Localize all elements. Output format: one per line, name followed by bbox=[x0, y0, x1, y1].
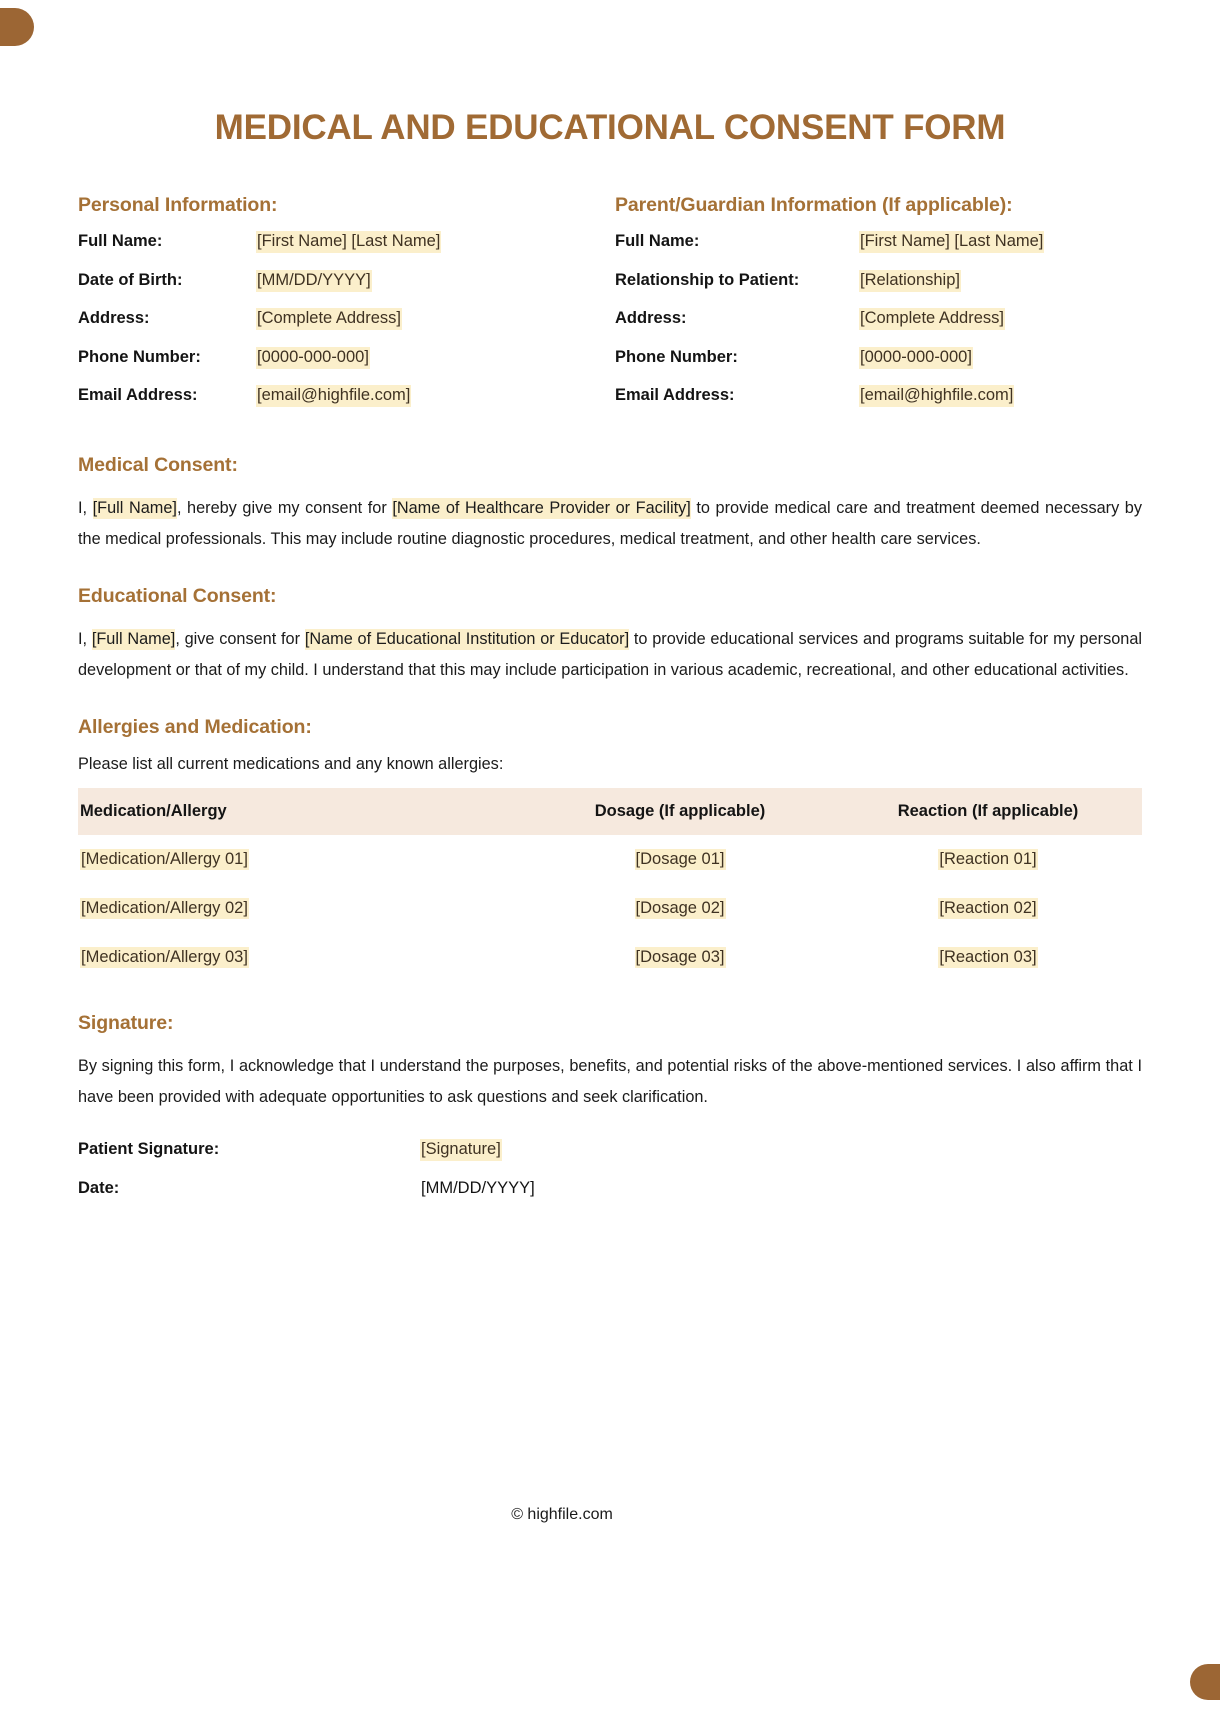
value-address[interactable]: [Complete Address] bbox=[256, 308, 402, 330]
table-row bbox=[78, 884, 1142, 933]
guardian-label-email-address: Email Address: bbox=[615, 386, 735, 404]
label-email-address: Email Address: bbox=[78, 386, 198, 404]
label-signature-date: Date: bbox=[78, 1178, 120, 1197]
cell-value-reaction-2[interactable]: [Reaction 02] bbox=[939, 898, 1037, 917]
guardian-field-row-phone-number bbox=[615, 347, 1142, 369]
cell-value-dosage-2[interactable]: [Dosage 02] bbox=[635, 898, 725, 917]
cell-medication-3 bbox=[78, 933, 526, 982]
guardian-field-row-email-address bbox=[615, 385, 1142, 407]
guardian-field-row-full-name bbox=[615, 231, 1142, 253]
medical-consent-section bbox=[78, 454, 1142, 555]
cell-dosage-2 bbox=[526, 884, 834, 933]
field-row-full-name bbox=[78, 231, 610, 253]
field-row-phone-number bbox=[78, 347, 610, 369]
educational-consent-heading: Educational Consent: bbox=[78, 584, 277, 607]
guardian-information-section bbox=[610, 194, 1142, 424]
personal-information-section bbox=[78, 194, 610, 424]
value-date-of-birth[interactable]: [MM/DD/YYYY] bbox=[256, 270, 372, 292]
medical-consent-text-2: , hereby give my consent for bbox=[176, 498, 393, 517]
table-row bbox=[78, 835, 1142, 884]
educational-consent-text-3: to provide educational services and programs suitable for my personal development or that of my child. I understand that this may include participation in various academic, recreational, and other educational activities. bbox=[78, 629, 1142, 679]
field-row-date-of-birth bbox=[78, 270, 610, 292]
value-full-name[interactable]: [First Name] [Last Name] bbox=[256, 231, 441, 253]
educational-consent-text-1: I, bbox=[78, 629, 92, 648]
cell-medication-2 bbox=[78, 884, 526, 933]
educational-consent-text-2: , give consent for bbox=[175, 629, 305, 648]
cell-dosage-3 bbox=[526, 933, 834, 982]
cell-value-reaction-3[interactable]: [Reaction 03] bbox=[939, 947, 1037, 966]
value-patient-signature[interactable]: [Signature] bbox=[420, 1139, 502, 1161]
table-row bbox=[78, 933, 1142, 982]
field-row-patient-signature bbox=[78, 1139, 1142, 1161]
guardian-value-phone-number[interactable]: [0000-000-000] bbox=[859, 347, 973, 369]
cell-reaction-3 bbox=[834, 933, 1142, 982]
label-phone-number: Phone Number: bbox=[78, 347, 201, 366]
medical-consent-paragraph bbox=[78, 493, 1142, 555]
guardian-label-phone-number: Phone Number: bbox=[615, 347, 738, 366]
allergies-table bbox=[78, 788, 1142, 982]
cell-medication-1 bbox=[78, 835, 526, 884]
guardian-label-full-name: Full Name: bbox=[615, 232, 700, 250]
guardian-value-full-name[interactable]: [First Name] [Last Name] bbox=[859, 231, 1044, 253]
cell-value-medication-3[interactable]: [Medication/Allergy 03] bbox=[81, 947, 248, 966]
cell-value-dosage-1[interactable]: [Dosage 01] bbox=[635, 849, 725, 868]
educational-consent-paragraph bbox=[78, 624, 1142, 686]
cell-value-medication-1[interactable]: [Medication/Allergy 01] bbox=[81, 849, 248, 868]
cell-reaction-2 bbox=[834, 884, 1142, 933]
guardian-value-relationship[interactable]: [Relationship] bbox=[859, 270, 961, 292]
medical-consent-placeholder-provider[interactable]: [Name of Healthcare Provider or Facility] bbox=[392, 498, 691, 517]
label-patient-signature: Patient Signature: bbox=[78, 1139, 220, 1158]
cell-dosage-1 bbox=[526, 835, 834, 884]
signature-heading: Signature: bbox=[78, 1011, 174, 1034]
column-header-dosage: Dosage (If applicable) bbox=[526, 788, 834, 835]
guardian-value-address[interactable]: [Complete Address] bbox=[859, 308, 1005, 330]
cell-value-dosage-3[interactable]: [Dosage 03] bbox=[635, 947, 725, 966]
guardian-label-address: Address: bbox=[615, 309, 687, 327]
value-email-address[interactable]: [email@highfile.com] bbox=[256, 385, 411, 407]
label-address: Address: bbox=[78, 309, 150, 327]
page-title: MEDICAL AND EDUCATIONAL CONSENT FORM bbox=[214, 108, 1006, 147]
signature-fields bbox=[78, 1139, 1142, 1200]
signature-section bbox=[78, 1012, 1142, 1200]
field-row-signature-date bbox=[78, 1178, 1142, 1200]
table-header-row bbox=[78, 788, 1142, 835]
medical-consent-text-3: to provide medical care and treatment deemed necessary by the medical professionals. This may include routine diagnostic procedures, medical treatment, and other health care services. bbox=[78, 498, 1142, 548]
value-signature-date[interactable]: [MM/DD/YYYY] bbox=[421, 1178, 535, 1197]
personal-information-heading: Personal Information: bbox=[78, 194, 278, 216]
value-phone-number[interactable]: [0000-000-000] bbox=[256, 347, 370, 369]
field-row-address bbox=[78, 308, 610, 330]
educational-consent-placeholder-institution[interactable]: [Name of Educational Institution or Educator] bbox=[304, 629, 630, 648]
guardian-field-row-relationship bbox=[615, 270, 1142, 292]
guardian-label-relationship: Relationship to Patient: bbox=[615, 270, 800, 289]
cell-reaction-1 bbox=[834, 835, 1142, 884]
educational-consent-placeholder-full-name[interactable]: [Full Name] bbox=[91, 629, 176, 648]
cell-value-medication-2[interactable]: [Medication/Allergy 02] bbox=[81, 898, 248, 917]
guardian-field-row-address bbox=[615, 308, 1142, 330]
signature-paragraph: By signing this form, I acknowledge that I understand the purposes, benefits, and potential risks of the above-mentioned services. I also affirm that I have been provided with adequate opportunities to ask questions and seek clarification. bbox=[78, 1056, 1142, 1106]
footer-copyright: © highfile.com bbox=[511, 1506, 613, 1523]
information-columns bbox=[78, 194, 1142, 424]
cell-value-reaction-1[interactable]: [Reaction 01] bbox=[939, 849, 1037, 868]
column-header-medication: Medication/Allergy bbox=[78, 788, 526, 835]
medical-consent-text-1: I, bbox=[78, 498, 93, 517]
label-full-name: Full Name: bbox=[78, 232, 163, 250]
educational-consent-section bbox=[78, 585, 1142, 686]
label-date-of-birth: Date of Birth: bbox=[78, 270, 183, 289]
guardian-information-heading: Parent/Guardian Information (If applicable): bbox=[615, 194, 1013, 216]
allergies-heading: Allergies and Medication: bbox=[78, 715, 312, 738]
field-row-email-address bbox=[78, 385, 610, 407]
guardian-value-email-address[interactable]: [email@highfile.com] bbox=[859, 385, 1014, 407]
medical-consent-placeholder-full-name[interactable]: [Full Name] bbox=[92, 498, 177, 517]
allergies-intro-text: Please list all current medications and any known allergies: bbox=[78, 754, 504, 773]
allergies-section bbox=[78, 716, 1142, 982]
column-header-reaction: Reaction (If applicable) bbox=[834, 788, 1142, 835]
medical-consent-heading: Medical Consent: bbox=[78, 453, 238, 476]
